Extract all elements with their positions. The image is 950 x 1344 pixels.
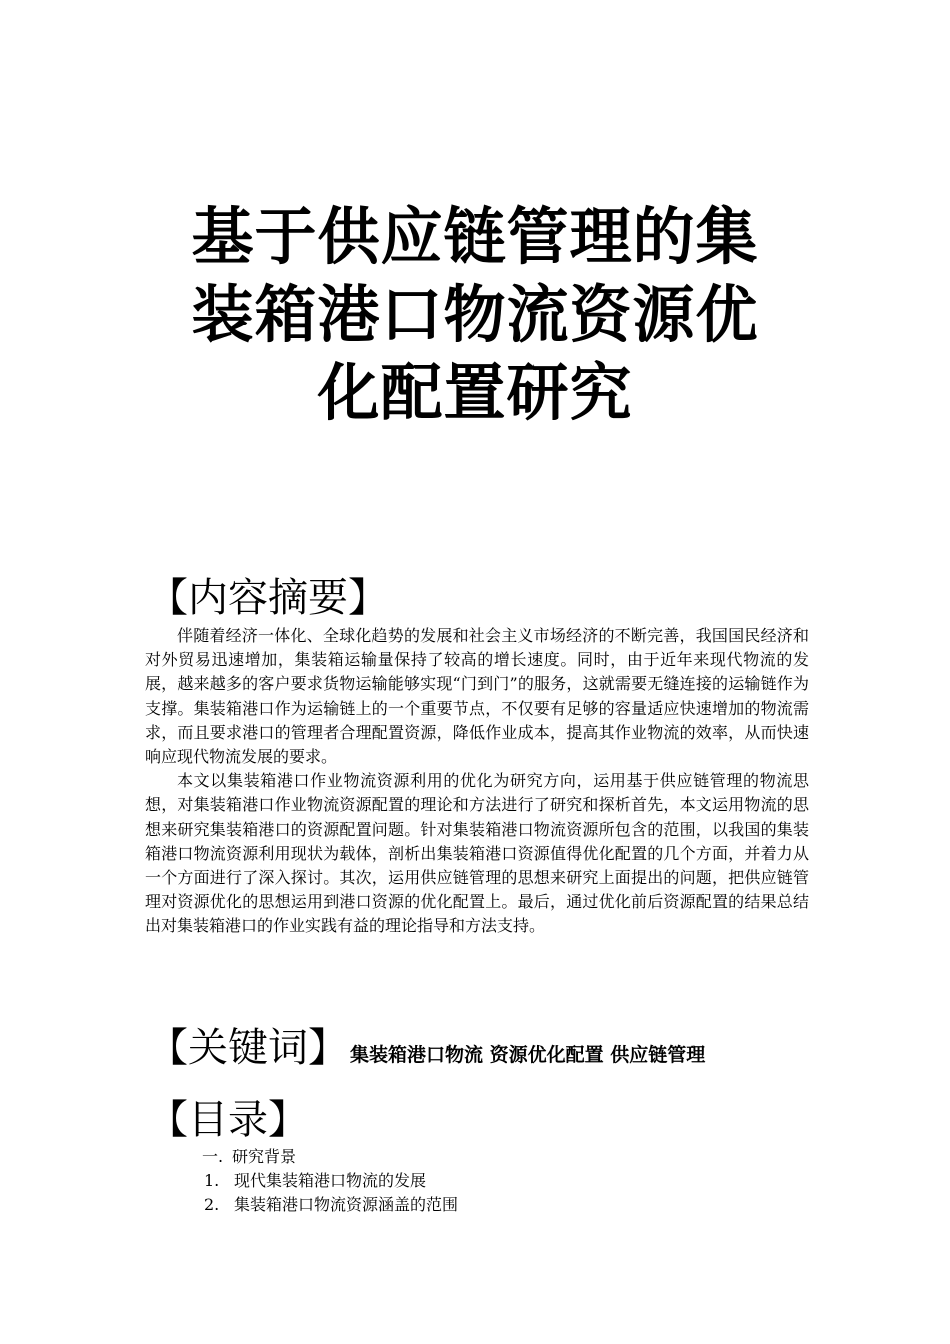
abstract-paragraph-2: 本文以集装箱港口作业物流资源利用的优化为研究方向，运用基于供应链管理的物流思想，对集装箱港口作业物流资源配置的理论和方法进行了研究和探析首先，本文运用物流的思想来研究集装箱港口的资源配置问题。针对集装箱港口物流资源所包含的范围，以我国的集装箱港口物流资源利用现状为载体，剖析出集装箱港口资源值得优化配置的几个方面，并着力从一个方面进行了深入探讨。其次，运用供应链管理的思想来研究上面提出的问题，把供应链管理对资源优化的思想运用到港口资源的优化配置上。最后，通过优化前后资源配置的结果总结出对集装箱港口的作业实践有益的理论指导和方法支持。 — [145, 771, 809, 936]
keywords-heading: 【关键词】 — [148, 1025, 348, 1071]
toc-heading: 【目录】 — [148, 1097, 308, 1143]
title-line-1: 基于供应链管理的集 — [191, 200, 759, 273]
toc-item[interactable] — [202, 1145, 458, 1169]
title-line-2: 装箱港口物流资源优 — [191, 278, 759, 351]
keywords-text: 集装箱港口物流 资源优化配置 供应链管理 — [350, 1044, 706, 1066]
title-line-3: 化配置研究 — [317, 356, 633, 429]
toc-item-number: 一. — [202, 1147, 224, 1166]
toc-item-number: 2. — [204, 1195, 220, 1214]
toc-item-label: 研究背景 — [232, 1147, 297, 1166]
document-title — [150, 198, 800, 432]
toc-item-number: 1. — [204, 1171, 220, 1190]
keywords-line — [148, 1024, 705, 1072]
toc-item-label: 集装箱港口物流资源涵盖的范围 — [234, 1195, 459, 1214]
toc-item[interactable] — [202, 1193, 458, 1217]
table-of-contents — [202, 1145, 458, 1217]
abstract-paragraph-1: 伴随着经济一体化、全球化趋势的发展和社会主义市场经济的不断完善，我国国民经济和对外贸易迅速增加，集装箱运输量保持了较高的增长速度。同时，由于近年来现代物流的发展，越来越多的客户要求货物运输能够实现“门到门”的服务，这就需要无缝连接的运输链作为支撑。集装箱港口作为运输链上的一个重要节点，不仅要有足够的容量适应快速增加的物流需求，而且要求港口的管理者合理配置资源，降低作业成本，提高其作业物流的效率，从而快速响应现代物流发展的要求。 — [145, 626, 809, 767]
toc-item-label: 现代集装箱港口物流的发展 — [234, 1171, 427, 1190]
abstract-body — [145, 624, 809, 939]
toc-item[interactable] — [202, 1169, 458, 1193]
abstract-heading: 【内容摘要】 — [148, 575, 388, 621]
